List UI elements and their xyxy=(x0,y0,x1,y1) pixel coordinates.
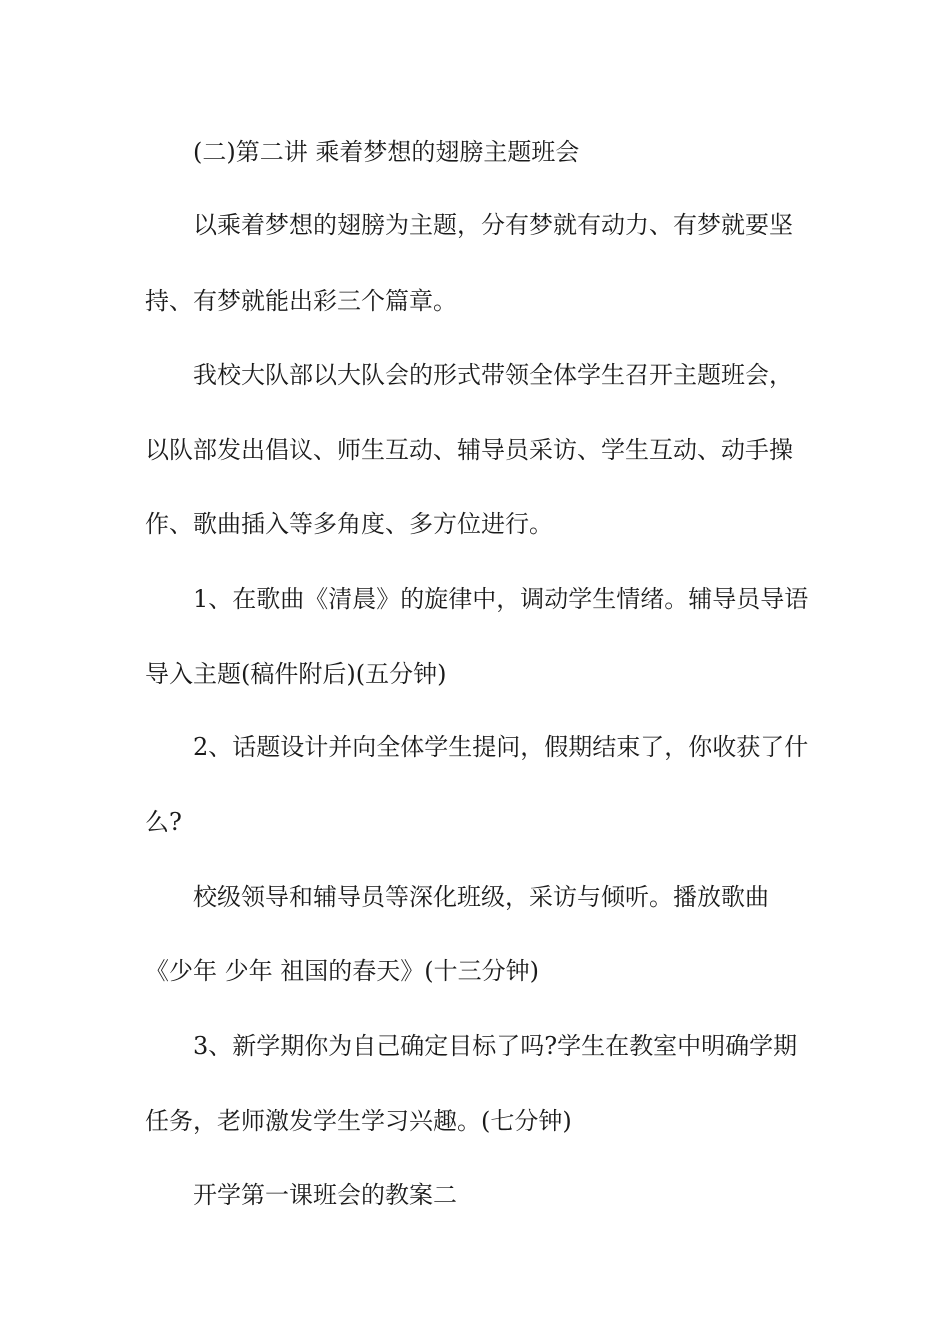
paragraph-line: 任务，老师激发学生学习兴趣。(七分钟) xyxy=(145,1107,572,1135)
paragraph-line: 校级领导和辅导员等深化班级，采访与倾听。播放歌曲 xyxy=(193,883,769,911)
paragraph-line: 导入主题(稿件附后)(五分钟) xyxy=(145,660,447,688)
paragraph-line: 么? xyxy=(145,808,182,836)
paragraph-line: 以乘着梦想的翅膀为主题，分有梦就有动力、有梦就要坚 xyxy=(193,211,793,239)
paragraph-line: 我校大队部以大队会的形式带领全体学生召开主题班会， xyxy=(193,361,793,389)
paragraph-line: 以队部发出倡议、师生互动、辅导员采访、学生互动、动手操 xyxy=(145,436,793,464)
paragraph-line: 作、歌曲插入等多角度、多方位进行。 xyxy=(145,510,553,538)
paragraph-line: 2、话题设计并向全体学生提问，假期结束了，你收获了什 xyxy=(193,733,809,761)
paragraph-line: 1、在歌曲《清晨》的旋律中，调动学生情绪。辅导员导语 xyxy=(193,585,809,613)
paragraph-line: 《少年 少年 祖国的春天》(十三分钟) xyxy=(145,957,539,985)
section-heading: (二)第二讲 乘着梦想的翅膀主题班会 xyxy=(193,138,580,166)
paragraph-line: 持、有梦就能出彩三个篇章。 xyxy=(145,287,457,315)
section-heading: 开学第一课班会的教案二 xyxy=(193,1181,457,1209)
paragraph-line: 3、新学期你为自己确定目标了吗?学生在教室中明确学期 xyxy=(193,1032,798,1060)
